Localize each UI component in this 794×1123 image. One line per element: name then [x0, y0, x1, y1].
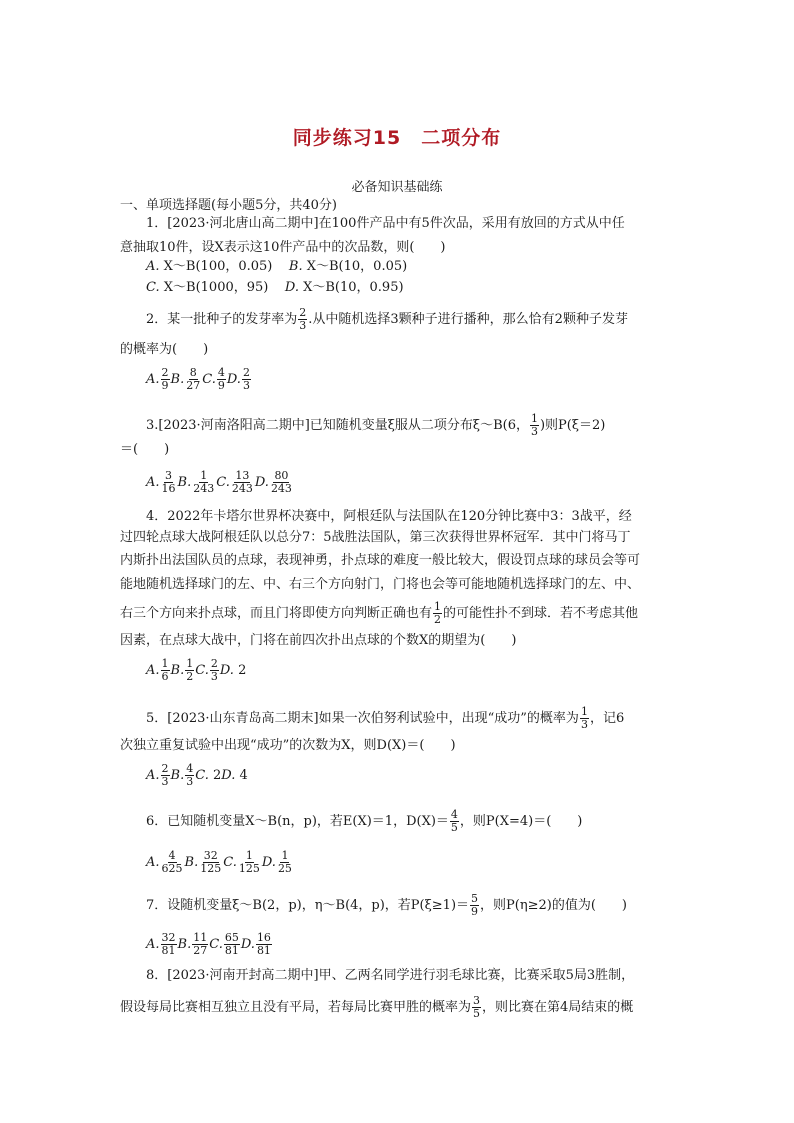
q8-fraction: $\frac{3}{5}$: [473, 994, 481, 1020]
page-title: 同步练习15 二项分布: [292, 127, 502, 149]
q3-line2: ＝( ): [120, 442, 170, 457]
q1-line2: 意抽取10件，设X表示这10件产品中的次品数，则( ): [120, 240, 446, 255]
q7-fraction: $\frac{5}{9}$: [471, 892, 479, 918]
q5-line2: 次独立重复试验中出现“成功”的次数为X，则D(X)＝( ): [120, 738, 456, 753]
q2-line1: 2．某一批种子的发芽率为 $\frac{2}{3}$ .从中随机选择3颗种子进行播种，那么恰有2颗种子发芽: [146, 306, 628, 332]
q4-line6: 因素，在点球大战中，门将在前四次扑出点球的个数X的期望为( ): [120, 633, 517, 648]
q1-options-cd: C. X～B(1000，95) D. X～B(10，0.95): [146, 280, 404, 295]
q4-fraction: $\frac{1}{2}$: [434, 600, 442, 626]
q7-options: A. $\frac{32}{81}$ B. $\frac{11}{27}$ C. $\frac{65}{81}$ D. $\frac{16}{81}$: [146, 931, 271, 957]
q1-line1: 1．[2023·河北唐山高二期中]在100件产品中有5件次品，采用有放回的方式从中任: [146, 216, 625, 231]
q5-fraction: $\frac{1}{3}$: [580, 705, 588, 731]
q6-options: A. $\frac{4}{625}$ B. $\frac{32}{125}$ C. $\frac{1}{125}$ D. $\frac{1}{25}$: [146, 849, 292, 875]
q4-line2: 过四轮点球大战阿根廷队以总分7：5战胜法国队，第三次获得世界杯冠军．其中门将马丁: [120, 530, 631, 545]
q8-line1: 8．[2023·河南开封高二期中]甲、乙两名同学进行羽毛球比赛，比赛采取5局3胜制，: [146, 968, 635, 983]
q3-line1: 3.[2023·河南洛阳高二期中]已知随机变量ξ服从二项分布ξ～B(6， $\frac{1}{3}$ )则P(ξ＝2): [146, 412, 606, 438]
q4-line3: 内斯扑出法国队员的点球，表现神勇，扑点球的难度一般比较大，假设罚点球的球员会等可: [120, 553, 641, 568]
q4-line1: 4．2022年卡塔尔世界杯决赛中，阿根廷队与法国队在120分钟比赛中3：3战平，经: [146, 509, 632, 524]
section-heading: 一、单项选择题(每小题5分，共40分): [120, 198, 337, 213]
q6-line1: 6．已知随机变量X～B(n，p)，若E(X)＝1，D(X)＝ $\frac{4}{5}$ ，则P(X=4)＝( ): [146, 808, 583, 834]
q8-line2: 假设每局比赛相互独立且没有平局，若每局比赛甲胜的概率为 $\frac{3}{5}$ ，则比赛在第4局结束的概: [120, 994, 634, 1020]
q4-line4: 能地随机选择球门的左、中、右三个方向射门，门将也会等可能地随机选择球门的左、中、: [120, 577, 641, 592]
q5-options: A. $\frac{2}{3}$ B. $\frac{4}{3}$ C. 2D. 4: [146, 762, 248, 788]
q3-options: A. $\frac{3}{16}$ B. $\frac{1}{243}$ C. $\frac{13}{243}$ D. $\frac{80}{243}$: [146, 469, 292, 495]
q2-fraction: $\frac{2}{3}$: [299, 306, 307, 332]
q1-options-ab: A. X～B(100，0.05) B. X～B(10，0.05): [146, 259, 408, 274]
q4-line5: 右三个方向来扑点球，而且门将即使方向判断正确也有 $\frac{1}{2}$ 的可能性扑不到球．若不考虑其他: [120, 600, 639, 626]
q4-options: A. $\frac{1}{6}$ B. $\frac{1}{2}$ C. $\frac{2}{3}$ D. 2: [146, 657, 247, 683]
q5-line1: 5．[2023·山东青岛高二期末]如果一次伯努利试验中，出现“成功”的概率为 $\frac{1}{3}$ ，记6: [146, 705, 625, 731]
q2-line2: 的概率为( ): [120, 342, 209, 357]
q6-fraction: $\frac{4}{5}$: [450, 808, 458, 834]
q2-options: A. $\frac{2}{9}$ B. $\frac{8}{27}$ C. $\frac{4}{9}$ D. $\frac{2}{3}$: [146, 366, 250, 392]
section-subtitle: 必备知识基础练: [351, 180, 443, 195]
q3-fraction: $\frac{1}{3}$: [530, 412, 538, 438]
q7-line1: 7．设随机变量ξ～B(2，p)，η～B(4，p)，若P(ξ≥1)＝ $\frac{5}{9}$ ，则P(η≥2)的值为( ): [146, 892, 628, 918]
